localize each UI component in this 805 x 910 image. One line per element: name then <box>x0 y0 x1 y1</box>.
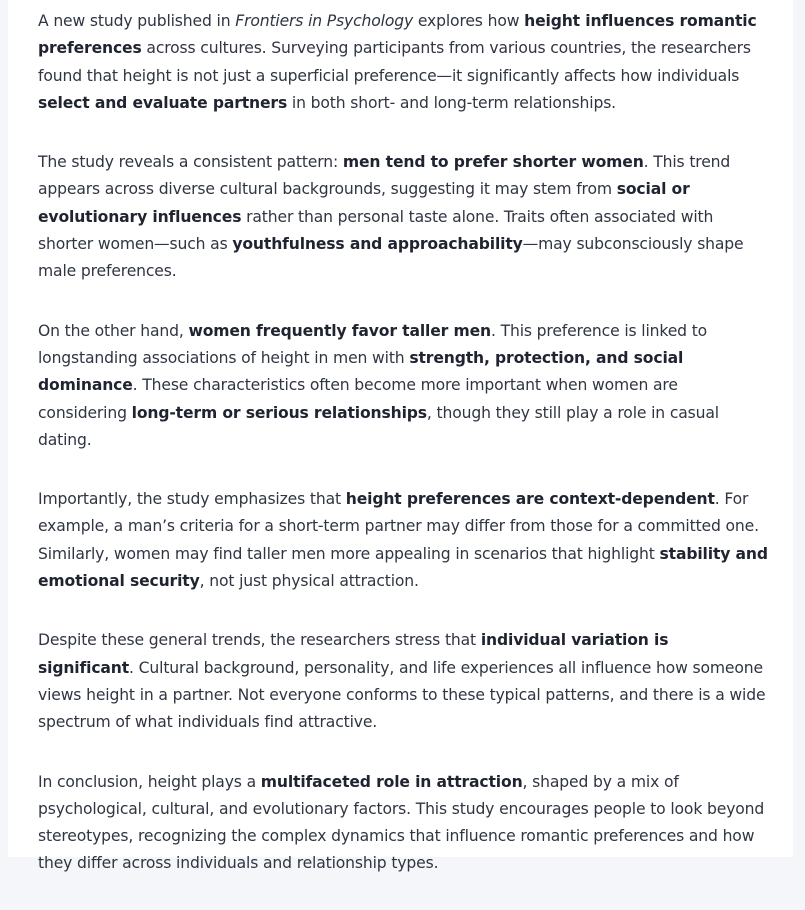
article-paragraph <box>38 769 768 878</box>
body-text: . Cultural background, personality, and life experiences all influence how someone views height in a partner. Not everyone conforms to these typical patterns, and there is a wide spectrum of what individuals find attractive. <box>38 658 766 732</box>
body-text: , shaped by a mix of psychological, cultural, and evolutionary factors. This study encourages people to look beyond stereotypes, recognizing the complex dynamics that influence romantic preferences and how they differ across individuals and relationship types. <box>38 772 765 873</box>
body-text: . This trend appears across diverse cultural backgrounds, suggesting it may stem from <box>38 153 731 199</box>
body-text: explores how <box>413 12 525 30</box>
body-text: across cultures. Surveying participants from various countries, the researchers found that height is not just a superficial preference—it significantly affects how individuals <box>38 39 751 85</box>
italic-text: Frontiers in Psychology <box>235 12 414 30</box>
bold-text: multifaceted role in attraction <box>260 772 523 791</box>
bold-text: women frequently favor taller men <box>188 321 491 340</box>
bold-text: select and evaluate partners <box>38 93 288 112</box>
bold-text: social or evolutionary influences <box>38 180 690 226</box>
bold-text: height influences romantic preferences <box>38 12 757 58</box>
body-text: , not just physical attraction. <box>199 572 419 591</box>
body-text: Importantly, the study emphasizes that <box>38 490 346 509</box>
body-text: . These characteristics often become more important when women are considering <box>38 376 678 422</box>
body-text: The study reveals a consistent pattern: <box>38 153 343 172</box>
body-text: In conclusion, height plays a <box>38 772 261 791</box>
article-paragraph <box>38 627 768 736</box>
bold-text: long-term or serious relationships <box>131 403 427 422</box>
body-text: , though they still play a role in casual dating. <box>38 403 719 449</box>
bold-text: individual variation is significant <box>38 631 669 677</box>
bold-text: strength, protection, and social dominance <box>38 348 684 395</box>
body-text: rather than personal taste alone. Traits often associated with shorter women—such as <box>38 207 714 254</box>
bold-text: stability and emotional security <box>38 544 768 591</box>
body-text: . This preference is linked to longstanding associations of height in men with <box>38 321 708 367</box>
bold-text: men tend to prefer shorter women <box>342 153 644 172</box>
article-body <box>38 8 768 910</box>
article-paragraph <box>38 486 768 595</box>
body-text: in both short- and long-term relationships. <box>287 93 616 112</box>
article-paragraph <box>38 318 768 454</box>
left-margin-strip <box>0 0 8 857</box>
article-paragraph <box>38 8 768 117</box>
bold-text: youthfulness and approachability <box>232 235 523 254</box>
body-text: Despite these general trends, the researchers stress that <box>38 631 481 650</box>
body-text: —may subconsciously shape male preferences. <box>38 235 744 281</box>
body-text: . For example, a man’s criteria for a short-term partner may differ from those for a committed one. Similarly, women may find taller men more appealing in scenarios that highlight <box>38 490 759 563</box>
article-paragraph <box>38 149 768 285</box>
bold-text: height preferences are context-dependent <box>345 490 715 509</box>
body-text: On the other hand, <box>38 321 189 340</box>
body-text: A new study published in <box>38 12 236 30</box>
